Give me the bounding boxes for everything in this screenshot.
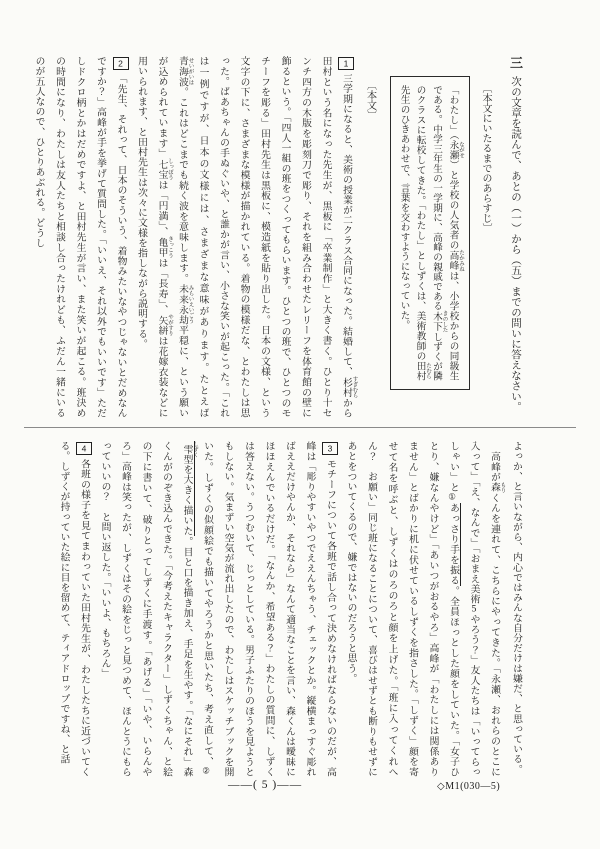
main-text-label: 〔本文〕	[364, 80, 376, 120]
paragraph-continuation: よっか、と言いながら、内心ではみんな自分だけは嫌だ、と思っている。	[511, 441, 522, 775]
synopsis-text: 「わたし」（永瀬 ながせ）と学校の人気者の高峰 たかみねは、小学校からの同級生である。中学三年生の一学期に、高峰の親戚である木下 きのしたしずくが隣のクラスに転校してきた。「わたし」としずくは、美術教師の田村 たむら先生のひきあわせで、言葉を交わすようになっていた。	[398, 85, 464, 381]
main-text-continued-section	[20, 441, 526, 777]
paragraph-4: 4各班の様子を見てまわっていた田村先生が、わたしたちに近づいてくる。しずくが持っていた絵に目を留めて、ティアドロップですね、と話	[58, 441, 90, 777]
paragraph-1: 1三学期になると、美術の授業が二クラス合同になった。結婚して、杉村 すぎむらから田村という名になった先生が、黒板に「卒業制作」と大きく書く。ひとり十センチ四方の木版を彫刻刀で彫り、それを組み合わせたレリーフを体育館の壁に飾るという。「四人一組の班をつくってもらいます。ひとつの班で、ひとつのモチーフを彫る」田村先生は黒板に、模造紙を貼り出した。日本の文様、という文字の下に、さまざまな模様が描かれている。着物の模様だな、とわたしは思った。ばあちゃんの手ぬぐいや、と誰かが言い、小さな笑いが起こった。「これは一例ですが、日本の文様には、さまざまな意味があります。たとえば青海波 せいがいは。これはどこまでも続く波を意味します。未来永劫 みらいえいごう平穏に、という願いが込められています」七宝 しっぽうは「円満」、亀甲 きっこうは「長寿」、矢絣 やがすりは花嫁衣装などに用いられます、と田村先生は次々に文様を指しながら説明する。	[136, 56, 358, 418]
section-instruction: 次の文章を読んで、あとの（一）から（五）までの問いに答えなさい。	[510, 76, 521, 412]
paragraph-2: 2「先生、それって、日本のそういう、着物みたいなやつじゃないとだめなんですか？」高峰が手を挙げて質問した。「いいえ、それ以外でもいいです」ただしドクロ柄とかはだめですよ、と田村先生が言い、また笑いが起こる。班決めの時間になり、わたしは友人たちと相談し合ったけれども、ふだん一緒にいるのが五人なので、ひとりあぶれる。どうし	[33, 56, 127, 418]
question-intro-section	[20, 56, 526, 418]
section-heading	[504, 56, 526, 418]
synopsis-box	[390, 76, 471, 390]
section-number: 三	[508, 56, 523, 69]
page-number: ——( 5 )——	[228, 779, 303, 791]
document-code: ◇M1(030―5)	[437, 781, 501, 792]
paragraph-3: 3モチーフについて各班で話し合って決めなければならないのだが、高峰は「彫りやすいやつでええんちゃう、チェックとか。縦横まっすぐ彫ればええだけやんか、それなら」なんて適当なことを言い、森くんは曖昧にほほえんでいるだけだ。「なんか、希望ある？」わたしの質問に、しずくは答えない。うつむいて、じっとしている。男子ふたりのほうを見ようともしない。気まずい空気が流れ出したので、わたしはスケッチブックを開いた。しずくの似顔絵でも描いてやろうかと思いたち、考え直して、②雫 しずく型を大きく描いた。目と口を描き加え、手足を生やす。「なにそれ」森くんがのぞき込んできた。「今考えたキャラクター」しずくちゃん、と絵の下に書いて、破りとってしずくに手渡す。「あげる」「いや、いらんやろ」高峰は笑ったが、しずくはその絵をじっと見つめて、ほんとうにもらっていいの？ と問い返した。「いいよ、もちろん」	[99, 441, 336, 777]
synopsis-label: 〔本文にいたるまでのあらすじ〕	[480, 83, 491, 233]
page-divider-line	[24, 427, 576, 428]
paragraph-takamine: 高峰が森 もりくんを連れて、こちらにやってきた。「永瀬、おれらのとこに入って」「え、なんで」「おまえ美術5やろう？」友人たちは「いってらっしゃい」と①あっさり手を振る。全員ほっとした顔をしていた。「女子ひとり、嫌なんやけど」「あいつがおるやろ」高峰が「わたしには関係ありません」とばかりに机に伏せているしずくを指さした。「しずく」顔を寄せて名を呼ぶと、しずくはのろのろと顔を上げた。「班に入ってくれへん？ お願い」同じ班になることについて、喜びはせずとも断りもせずにあとをついてくるので、嫌ではないのだろうと思う。	[345, 441, 506, 777]
